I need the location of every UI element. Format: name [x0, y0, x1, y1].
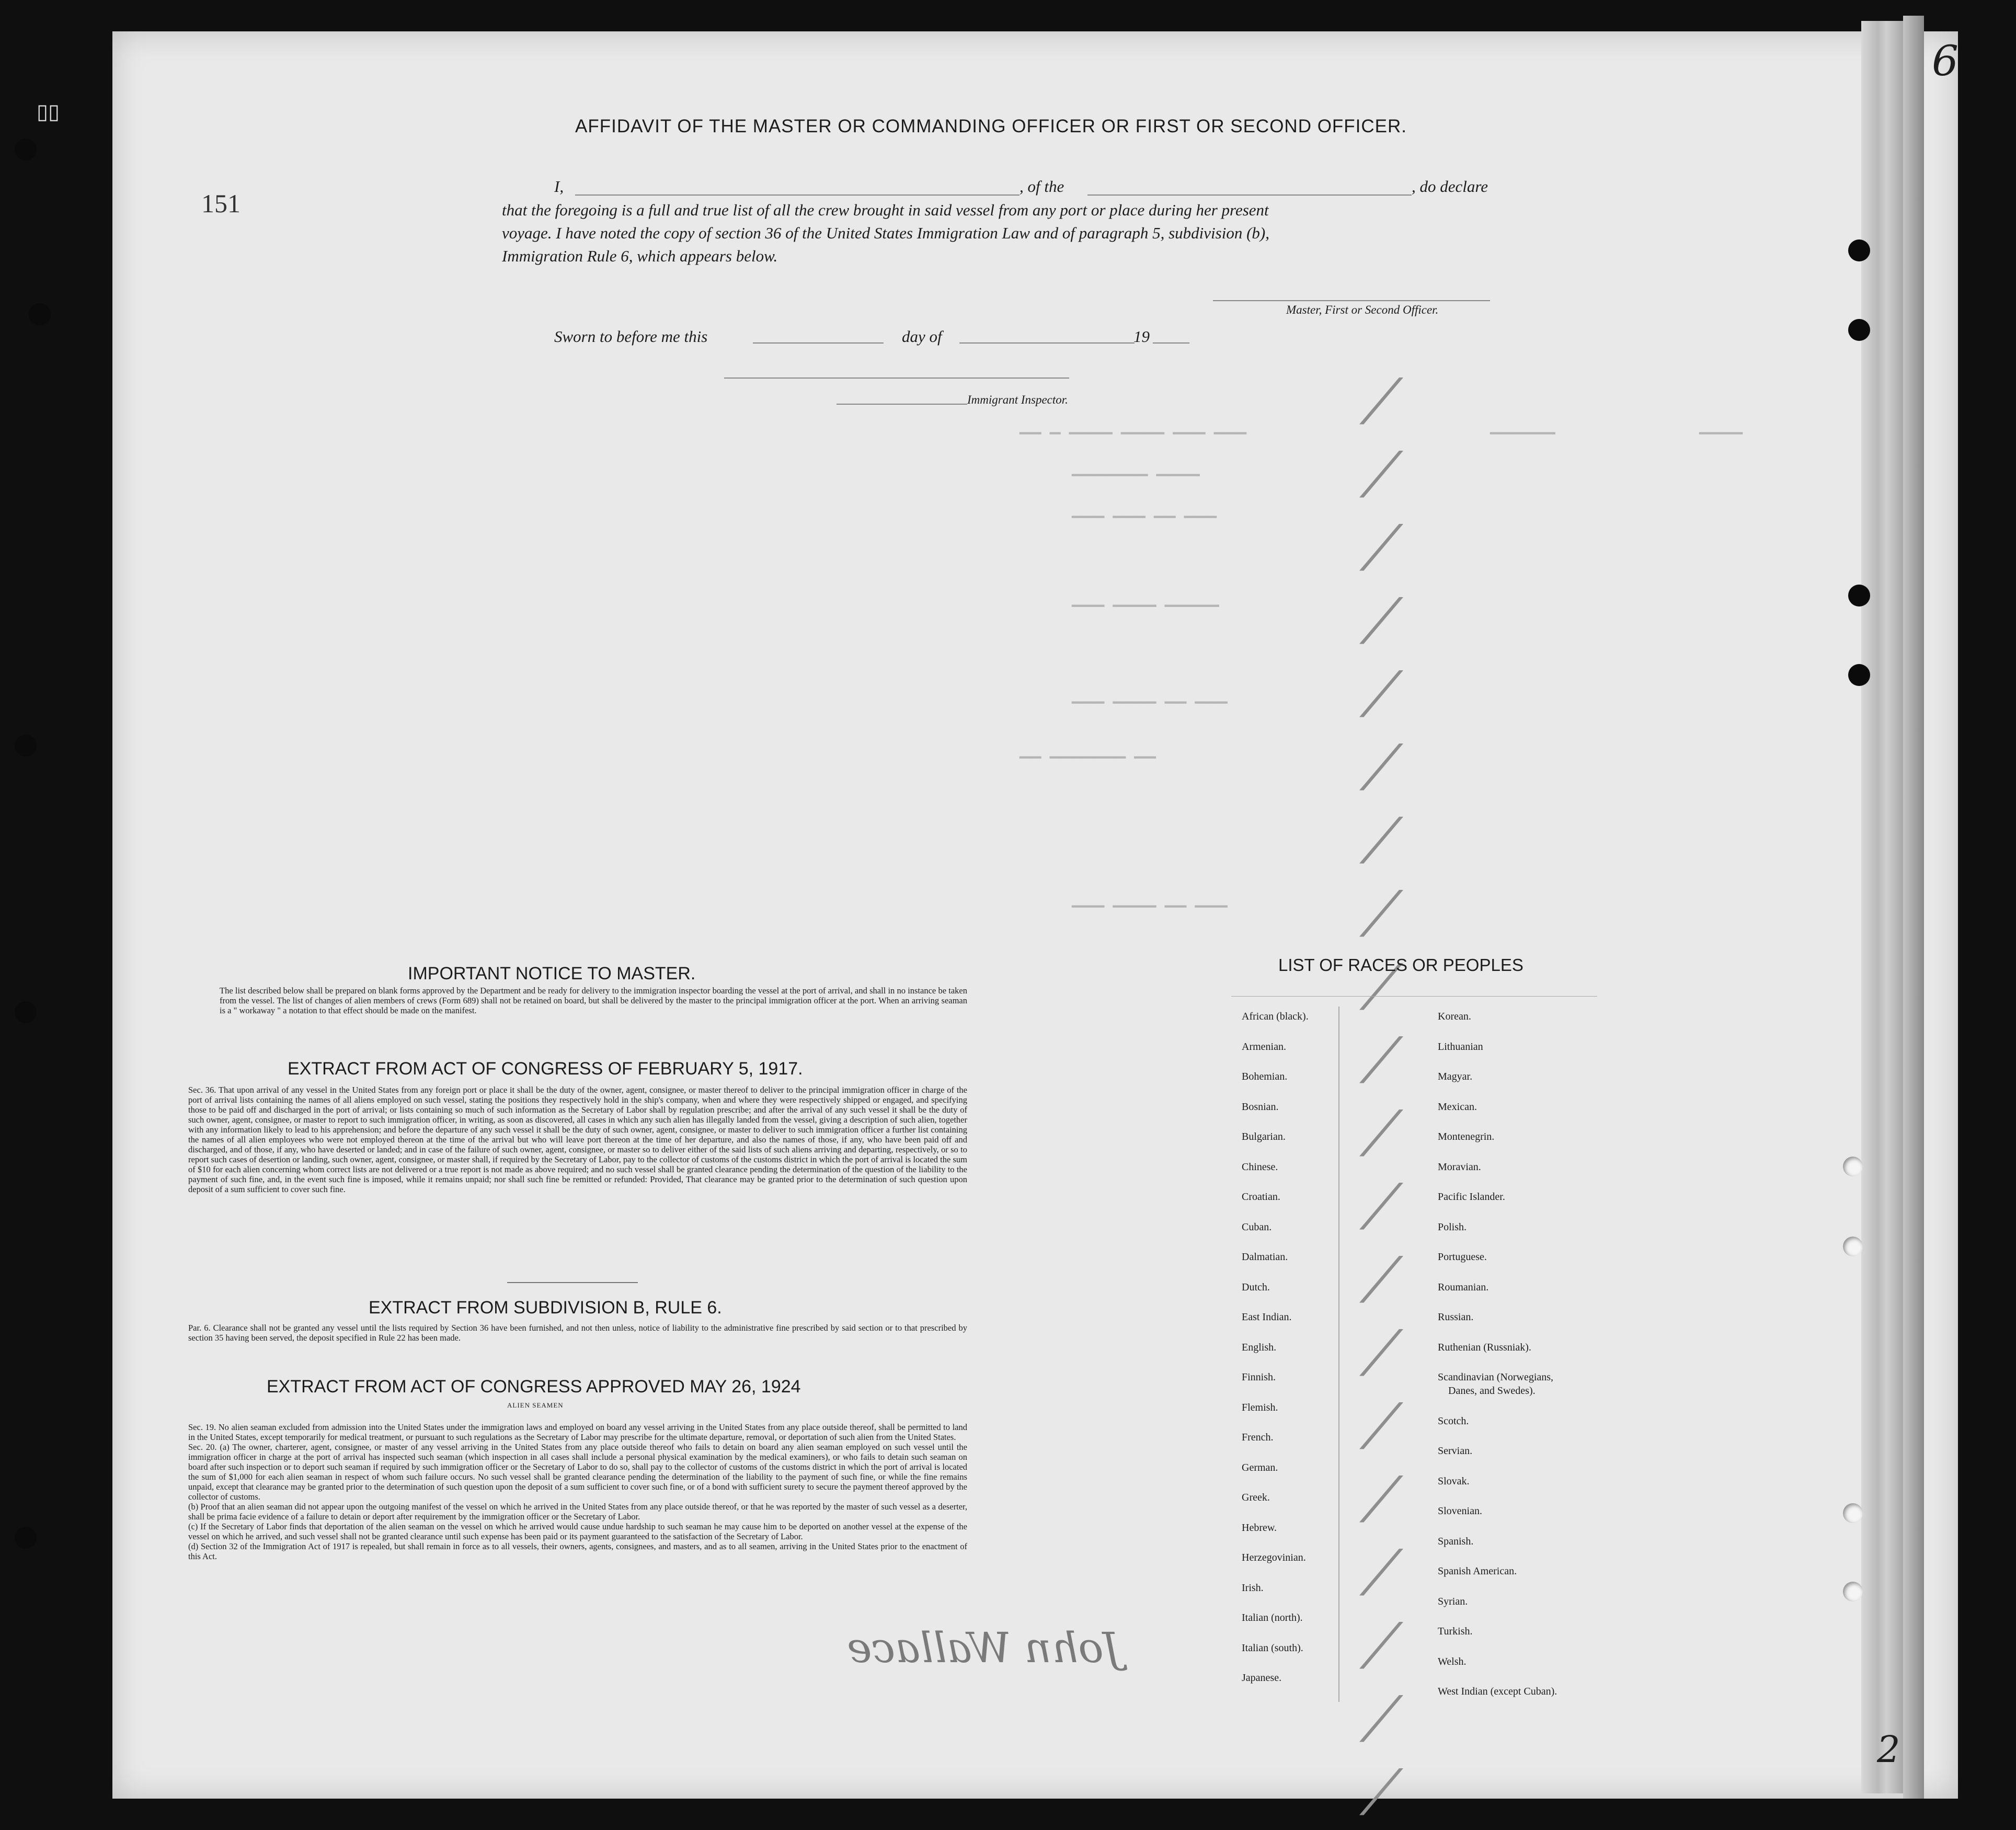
vessel-blank-line	[1087, 195, 1412, 196]
sec-20c-text: (c) If the Secretary of Labor finds that deportation of the alien seaman on the vessel on which he arrived would cause undue hardship to such seaman he may cause him to be deported on another vessel at the expense of the vessel on which he arrived, and such vessel shall not be granted clearance until such expense has been paid or its payment guaranteed to the satisfaction of the Secretary of Labor.	[188, 1522, 967, 1541]
underlying-pages-edge	[1861, 21, 1903, 1793]
race-item: Italian (north).	[1242, 1612, 1303, 1623]
race-item: Polish.	[1438, 1221, 1467, 1233]
bleed-through-row: ▁▁▁ ▁▁ ▁▁▁▁ ▁▁▁	[1072, 893, 1228, 909]
race-item: Magyar.	[1438, 1071, 1473, 1082]
race-item: Japanese.	[1242, 1672, 1282, 1684]
punch-hole-right	[1848, 585, 1870, 607]
extract-1924-title: EXTRACT FROM ACT OF CONGRESS APPROVED MAY 26, 1924	[267, 1377, 801, 1397]
race-item: Finnish.	[1242, 1371, 1276, 1383]
bleed-through-row: ▁▁▁▁▁▁	[1490, 420, 1555, 436]
race-item: Cuban.	[1242, 1221, 1272, 1233]
races-title: LIST OF RACES OR PEOPLES	[1278, 955, 1524, 975]
race-item: Bohemian.	[1242, 1071, 1288, 1082]
declaration-of-the: , of the	[1020, 177, 1064, 196]
signature-bleed-through: John Wallace	[847, 1623, 1120, 1672]
corner-number: 2	[1877, 1728, 1900, 1771]
race-item: Armenian.	[1242, 1040, 1286, 1053]
affidavit-title: AFFIDAVIT OF THE MASTER OR COMMANDING OFFICER OR FIRST OR SECOND OFFICER.	[575, 116, 1407, 136]
extract-1917-body: Sec. 36. That upon arrival of any vessel in the United States from any foreign port or place it shall be the duty of the owner, agent, consignee, or master thereof to deliver to the principal immigration officer in charge of the port of arrival lists containing the names of all aliens employed on such vessel, stating the positions they respectively hold in the ship's company, when and where they were respectively shipped or engaged, and specifying those to be paid off and discharged in the port of arrival; or lists containing so much of such information as the Secretary of Labor shall by regulation prescribe; and after the arrival of any such vessel it shall be the duty of such owner, agent, consignee, or master to report to such immigration officer, in writing, as soon as discovered, all cases in which any such alien has illegally landed from the vessel, giving a description of such alien, together with any information likely to lead to his apprehension; and before the departure of any such vessel it shall be the duty of such owner, agent, consignee, or master to deliver to such immigration officer a further list containing the names of all alien employees who were not employed thereon at the time of the arrival but who will leave port thereon at the time of her departure, and also the names of those, if any, who have been paid off and discharged, and of those, if any, who have deserted or landed; and in case of the failure of such owner, agent, consignee, or master so to deliver either of the said lists of such aliens arriving and departing, respectively, or so to report such cases of desertion or landing, such owner, agent, consignee, or master shall, if required by the Secretary of Labor, pay to the collector of customs of the customs district in which the port of arrival is located the sum of $10 for each alien concerning whom correct lists are not delivered or a true report is not made as above required; and no such vessel shall be granted clearance pending the determination of the question of the liability to the payment of such fine, and, in the event such fine is imposed, while it remains unpaid; nor shall such fine be remitted or refunded: Provided, That clearance may be granted prior to the determination of such question upon deposit of a sum sufficient to cover such fine.	[188, 1085, 967, 1194]
race-item: Scandinavian (Norwegians,	[1438, 1371, 1554, 1383]
race-item: Slovak.	[1438, 1475, 1470, 1487]
declaration-line-4: Immigration Rule 6, which appears below.	[502, 247, 778, 265]
stamp-number-icon: 151	[201, 189, 240, 218]
race-item: Lithuanian	[1438, 1040, 1483, 1053]
race-item: Italian (south).	[1242, 1642, 1303, 1654]
race-item: German.	[1242, 1461, 1278, 1473]
race-item: Korean.	[1438, 1011, 1471, 1022]
race-item: Danes, and Swedes).	[1448, 1385, 1536, 1397]
punch-hole-right-light	[1843, 1503, 1863, 1523]
bleed-through-row: ▁▁▁ ▁▁▁ ▁▁▁▁ ▁▁▁▁ ▁ ▁▁	[1020, 420, 1247, 436]
sworn-day-line	[753, 342, 884, 344]
sec-20a-text: Sec. 20. (a) The owner, charterer, agent, consignee, or master of any vessel arriving in the United States from any place outside thereof who fails to detain on board any alien seaman employed on such vessel until the immigration officer in charge at the port of arrival has inspected such seaman (which inspection in all cases shall include a personal physical examination by the medical examiners), or who fails to detain such seaman on board after such inspection or to deport such seaman if required by such immigration officer or the Secretary of Labor to do so, shall pay to the collector of customs of the customs district in which the port of arrival is located the sum of $1,000 for each alien seaman in respect of whom such failure occurs. No such vessel shall be granted clearance pending the determination of the liability to the payment of such fine, or while the fine remains unpaid, except that clearance may be granted prior to the determination of such question upon the deposit of a sum sufficient to cover such fine, or of a bond with sufficient surety to secure the payment thereof approved by the collector of customs.	[188, 1442, 967, 1502]
underlying-pages-edge-dark	[1903, 16, 1924, 1799]
punch-hole-left	[29, 303, 51, 325]
punch-hole-right-light	[1843, 1582, 1863, 1602]
page-number: 6	[1932, 37, 1958, 85]
inspector-label: Immigrant Inspector.	[967, 393, 1068, 406]
race-item: Croatian.	[1242, 1191, 1280, 1203]
year-label: 19	[1133, 327, 1150, 346]
notice-title: IMPORTANT NOTICE TO MASTER.	[408, 964, 696, 983]
race-item: Flemish.	[1242, 1401, 1278, 1413]
subdivision-title: EXTRACT FROM SUBDIVISION B, RULE 6.	[369, 1298, 722, 1318]
master-signature-line	[1213, 300, 1490, 301]
race-item: Chinese.	[1242, 1161, 1278, 1173]
race-item: East Indian.	[1242, 1311, 1292, 1323]
race-item: Herzegovinian.	[1242, 1552, 1306, 1563]
race-item: Turkish.	[1438, 1626, 1473, 1637]
bleed-through-row: ▁▁▁▁	[1699, 420, 1743, 436]
margin-fragment-icon: ▯▯	[37, 100, 60, 123]
race-item: Welsh.	[1438, 1655, 1467, 1667]
declaration-line-3: voyage. I have noted the copy of section 36 of the United States Immigration Law and of paragraph 5, subdivision (b),	[502, 224, 1269, 242]
bleed-through-row: ▁▁▁ ▁▁ ▁▁▁ ▁▁▁	[1072, 504, 1217, 519]
race-item: West Indian (except Cuban).	[1438, 1686, 1557, 1697]
race-item: Roumanian.	[1438, 1281, 1489, 1293]
sec-19-text: Sec. 19. No alien seaman excluded from admission into the United States under the immigration laws and employed on board any vessel arriving in the United States from any place outside thereof, shall be permitted to land in the United States, except temporarily for medical treatment, or pursuant to such regulations as the Secretary of Labor may prescribe for the ultimate departure, removal, or deportation of such alien from the United States.	[188, 1422, 967, 1442]
declaration-i: I,	[554, 177, 564, 196]
punch-hole-left	[15, 1001, 37, 1023]
day-of-label: day of	[902, 327, 942, 346]
race-item: Portuguese.	[1438, 1251, 1487, 1263]
punch-hole-left	[15, 139, 37, 161]
declaration-declare: , do declare	[1412, 177, 1488, 196]
race-item: Bosnian.	[1242, 1101, 1279, 1113]
race-item: Spanish American.	[1438, 1565, 1517, 1577]
notice-body: The list described below shall be prepared on blank forms approved by the Department and be ready for delivery to the immigration inspector boarding the vessel at the port of arrival, and shall in no instance be taken from the vessel. The list of changes of alien members of crews (Form 689) shall not be retained on board, but shall be delivered by the master to the principal immigration officer at the port. When an arriving seaman is a " workaway " a notation to that effect should be made on the manifest.	[220, 986, 967, 1015]
bleed-through-row: ▁▁ ▁▁▁▁▁▁▁ ▁▁	[1020, 744, 1156, 760]
race-item: Montenegrin.	[1438, 1131, 1495, 1142]
master-label: Master, First or Second Officer.	[1286, 303, 1439, 316]
race-item: French.	[1242, 1432, 1274, 1443]
race-item: Servian.	[1438, 1445, 1473, 1457]
race-item: Russian.	[1438, 1311, 1474, 1323]
races-rule	[1231, 996, 1597, 997]
name-blank-line	[575, 195, 1020, 196]
punch-hole-right	[1848, 319, 1870, 341]
races-column-divider	[1338, 1007, 1339, 1702]
extract-1917-title: EXTRACT FROM ACT OF CONGRESS OF FEBRUARY 5, 1917.	[288, 1059, 803, 1079]
race-item: Greek.	[1242, 1492, 1270, 1503]
race-item: Pacific Islander.	[1438, 1191, 1505, 1203]
punch-hole-right-light	[1843, 1237, 1863, 1256]
race-item: Dutch.	[1242, 1281, 1270, 1293]
race-item: Syrian.	[1438, 1595, 1468, 1607]
subdivision-body: Par. 6. Clearance shall not be granted any vessel until the lists required by Section 36 have been furnished, and not then unless, notice of liability to the administrative fine prescribed by said section or to that prescribed by section 35 having been served, the deposit specified in Rule 22 has been made.	[188, 1323, 967, 1343]
bleed-through-row: ▁▁▁▁▁ ▁▁▁▁ ▁▁▁	[1072, 592, 1219, 608]
punch-hole-right-light	[1843, 1157, 1863, 1176]
inspector-line-2	[837, 404, 967, 405]
sec-20b-text: (b) Proof that an alien seaman did not appear upon the outgoing manifest of the vessel on which he arrived in the United States from any place outside thereof, or that he was reported by the master of such vessel as a deserter, shall be prima facie evidence of a failure to detain or deport after requirement by the immigration officer or the Secretary of Labor.	[188, 1502, 967, 1522]
race-item: Bulgarian.	[1242, 1131, 1286, 1142]
bleed-through-row: ▁▁▁▁ ▁▁▁▁▁▁▁	[1072, 462, 1200, 477]
race-item: Mexican.	[1438, 1101, 1477, 1113]
race-item: African (black).	[1242, 1011, 1309, 1022]
inspector-line-1	[724, 378, 1069, 379]
sworn-month-line	[959, 342, 1135, 344]
race-item: Hebrew.	[1242, 1522, 1277, 1534]
race-item: Scotch.	[1438, 1415, 1469, 1427]
race-item: English.	[1242, 1341, 1277, 1353]
race-item: Moravian.	[1438, 1161, 1481, 1173]
punch-hole-right	[1848, 239, 1870, 261]
race-item: Spanish.	[1438, 1535, 1474, 1547]
declaration-line-2: that the foregoing is a full and true list of all the crew brought in said vessel from any port or place during her present	[502, 201, 1269, 219]
sworn-year-line	[1153, 342, 1189, 344]
section-divider	[507, 1282, 638, 1283]
punch-hole-left	[15, 1527, 37, 1549]
punch-hole-right	[1848, 664, 1870, 686]
race-item: Ruthenian (Russniak).	[1438, 1341, 1531, 1353]
bleed-through-row: ▁▁▁ ▁▁ ▁▁▁▁ ▁▁▁	[1072, 689, 1228, 705]
extract-1924-subtitle: ALIEN SEAMEN	[507, 1401, 564, 1409]
punch-hole-left	[15, 735, 37, 757]
race-item: Irish.	[1242, 1582, 1264, 1594]
pencil-tick-marks: ⟋ ⟋ ⟋ ⟋ ⟋ ⟋ ⟋ ⟋ ⟋ ⟋ ⟋ ⟋ ⟋ ⟋ ⟋ ⟋ ⟋ ⟋ ⟋ ⟋	[1359, 366, 1403, 1829]
race-item: Slovenian.	[1438, 1505, 1482, 1517]
race-item: Dalmatian.	[1242, 1251, 1288, 1263]
extract-1924-body	[188, 1422, 967, 1561]
sworn-label: Sworn to before me this	[554, 327, 708, 346]
sec-20d-text: (d) Section 32 of the Immigration Act of 1917 is repealed, but shall remain in force as to all vessels, their owners, agents, consignees, and masters, and as to all seamen, arriving in the United States prior to the enactment of this Act.	[188, 1541, 967, 1561]
